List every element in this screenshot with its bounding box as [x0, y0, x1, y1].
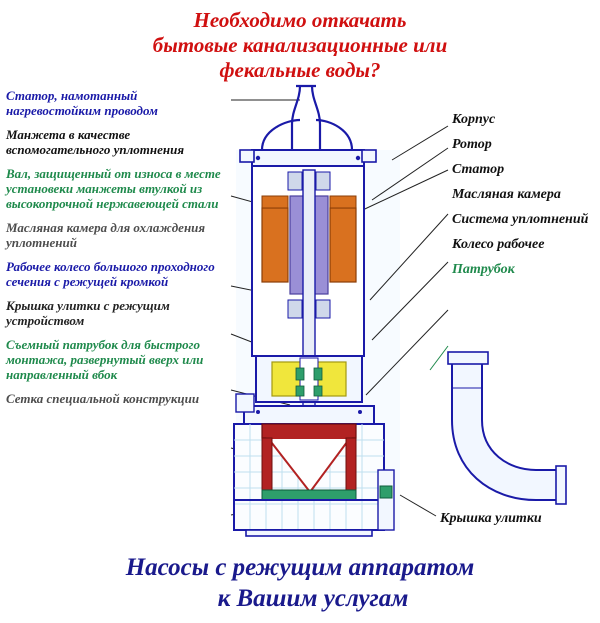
- callout-shaft-sleeve: Вал, защищенный от износа в месте установеки манжеты втулкой из высокопрочной нержавеющей стали: [6, 166, 221, 211]
- callout-impeller: Рабочее колесо большого проходного сечения с режущей кромкой: [6, 259, 215, 289]
- callout-housing: Корпус: [452, 112, 496, 127]
- discharge-elbow: [448, 352, 566, 504]
- callout-strainer: Сетка специальной конструкции: [6, 391, 200, 406]
- callout-lip-seal: Манжета в качестве вспомогательного уплотнения: [6, 127, 185, 157]
- callout-removable-branch: Съемный патрубок для быстрого монтажа, развернутый вверх или направленный вбок: [6, 337, 204, 382]
- callout-oil-chamber: Масляная камера для охлаждения уплотнений: [6, 220, 206, 250]
- callout-stator-winding: Статор, намотанный нагревостойким проводом: [6, 88, 158, 118]
- footer-line-2: к Вашим услугам: [217, 585, 409, 612]
- headline-line-2: бытовые канализационные или: [152, 33, 448, 57]
- cable-and-handle: [262, 86, 352, 150]
- callout-oil-chamber-right: Масляная камера: [452, 187, 561, 202]
- callout-branch-pipe: Патрубок: [452, 262, 515, 277]
- footer-line-1: Насосы с режущим аппаратом: [125, 554, 475, 581]
- callout-rotor: Ротор: [452, 137, 492, 152]
- left-callout-list: [6, 88, 234, 415]
- callout-stator: Статор: [452, 162, 505, 177]
- oil-chamber: [256, 356, 362, 402]
- right-callout-list: [452, 112, 598, 287]
- callout-working-wheel: Колесо рабочее: [452, 237, 545, 252]
- callout-volute-cover-bottom: Крышка улитки: [440, 511, 542, 526]
- callout-seal-system: Система уплотнений: [452, 212, 589, 227]
- page-footer: [0, 552, 600, 614]
- headline-line-3: фекальные воды?: [219, 58, 381, 82]
- callout-volute-cover: Крышка улитки с режущим устройством: [6, 298, 170, 328]
- headline-line-1: Необходимо откачать: [193, 8, 407, 32]
